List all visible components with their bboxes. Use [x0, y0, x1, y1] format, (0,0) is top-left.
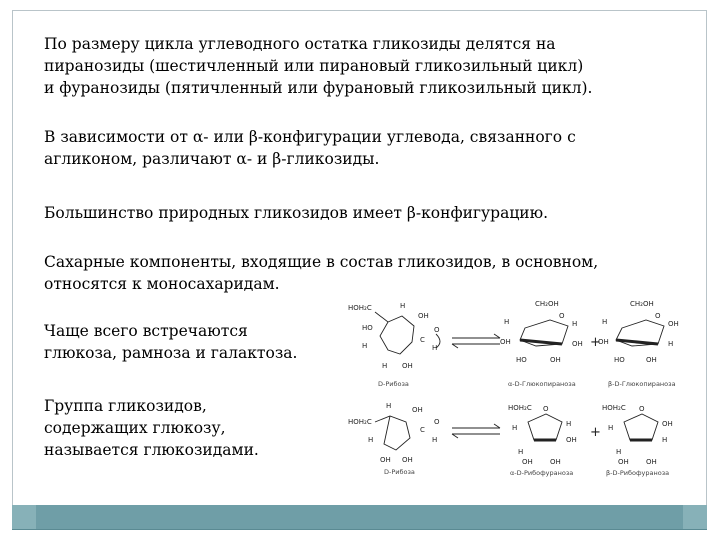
text-line: Группа гликозидов,: [44, 397, 207, 415]
beta-furanose-structure: [602, 404, 673, 477]
svg-text:D-Рибоза: D-Рибоза: [378, 380, 409, 388]
svg-text:OH: OH: [550, 356, 561, 364]
svg-text:OH: OH: [618, 458, 629, 466]
svg-text:C: C: [420, 336, 425, 344]
svg-text:OH: OH: [500, 338, 511, 346]
svg-text:OH: OH: [522, 458, 533, 466]
alpha-pyranose-structure: [500, 300, 583, 388]
svg-text:H: H: [572, 320, 578, 328]
alpha-furanose-structure: [508, 404, 577, 477]
pyranose-cyclization-figure: [340, 296, 700, 394]
text-line: содержащих глюкозу,: [44, 419, 226, 437]
svg-text:H: H: [504, 318, 510, 326]
text-line: Чаще всего встречаются: [44, 322, 248, 340]
svg-text:H: H: [662, 436, 668, 444]
text-line: и фуранозиды (пятичленный или фурановый гликозильный цикл).: [44, 79, 593, 97]
svg-text:HOH₂C: HOH₂C: [348, 418, 372, 426]
svg-text:H: H: [362, 342, 368, 350]
svg-text:OH: OH: [550, 458, 561, 466]
footer-square: [683, 505, 707, 529]
svg-text:β-D-Рибофураноза: β-D-Рибофураноза: [606, 469, 670, 477]
beta-pyranose-structure: [598, 300, 679, 388]
text-line: глюкоза, рамноза и галактоза.: [44, 344, 298, 362]
svg-text:H: H: [668, 340, 674, 348]
paragraph-common-sugars: [44, 320, 297, 364]
paragraph-natural-glycosides: [44, 202, 548, 224]
svg-text:CH₂OH: CH₂OH: [535, 300, 559, 308]
svg-text:O: O: [655, 312, 661, 320]
svg-text:H: H: [616, 448, 622, 456]
svg-text:O: O: [434, 326, 440, 334]
svg-text:H: H: [368, 436, 374, 444]
svg-text:H: H: [566, 420, 572, 428]
svg-text:HO: HO: [516, 356, 527, 364]
svg-text:OH: OH: [380, 456, 391, 464]
text-line: относятся к моносахаридам.: [44, 275, 280, 293]
footer-square: [12, 505, 36, 529]
equilibrium-arrows: [452, 334, 500, 348]
footer-bar: [12, 505, 707, 530]
svg-text:OH: OH: [662, 420, 673, 428]
svg-text:OH: OH: [402, 362, 413, 370]
svg-text:OH: OH: [418, 312, 429, 320]
paragraph-ring-size: [44, 33, 592, 99]
svg-text:H: H: [432, 436, 438, 444]
svg-text:OH: OH: [402, 456, 413, 464]
svg-text:HO: HO: [614, 356, 625, 364]
text-line: Большинство природных гликозидов имеет β-конфигурацию.: [44, 204, 549, 222]
svg-text:OH: OH: [566, 436, 577, 444]
svg-text:H: H: [608, 424, 614, 432]
svg-text:CH₂OH: CH₂OH: [630, 300, 654, 308]
svg-text:H: H: [512, 424, 518, 432]
svg-text:C: C: [420, 426, 425, 434]
text-line: По размеру цикла углеводного остатка гликозиды делятся на: [44, 35, 556, 53]
svg-text:H: H: [400, 302, 406, 310]
furanose-cyclization-figure: [340, 398, 700, 478]
svg-text:HOH₂C: HOH₂C: [508, 404, 532, 412]
svg-text:+: +: [590, 425, 601, 440]
svg-text:HO: HO: [362, 324, 373, 332]
text-line: В зависимости от α- или β-конфигурации углевода, связанного с: [44, 128, 576, 146]
svg-text:OH: OH: [668, 320, 679, 328]
paragraph-configuration: [44, 126, 576, 170]
text-line: пиранозиды (шестичленный или пирановый гликозильный цикл): [44, 57, 584, 75]
svg-text:OH: OH: [412, 406, 423, 414]
svg-text:α-D-Глюкопираноза: α-D-Глюкопираноза: [508, 380, 576, 388]
paragraph-glucosides: [44, 395, 259, 461]
svg-text:H: H: [518, 448, 524, 456]
svg-text:O: O: [559, 312, 565, 320]
svg-text:O: O: [434, 418, 440, 426]
svg-text:OH: OH: [572, 340, 583, 348]
svg-text:OH: OH: [646, 458, 657, 466]
svg-text:O: O: [543, 405, 549, 413]
svg-text:HOH₂C: HOH₂C: [602, 404, 626, 412]
svg-text:H: H: [432, 344, 438, 352]
svg-text:H: H: [602, 318, 608, 326]
svg-text:H: H: [386, 402, 392, 410]
svg-text:OH: OH: [646, 356, 657, 364]
text-line: называется глюкозидами.: [44, 441, 259, 459]
svg-text:α-D-Рибофураноза: α-D-Рибофураноза: [510, 469, 574, 477]
text-line: агликоном, различают α- и β-гликозиды.: [44, 150, 380, 168]
svg-text:OH: OH: [598, 338, 609, 346]
open-chain-structure: [348, 302, 440, 388]
svg-text:HOH₂C: HOH₂C: [348, 304, 372, 312]
svg-text:D-Рибоза: D-Рибоза: [384, 468, 415, 476]
svg-text:+: +: [590, 335, 601, 350]
paragraph-sugar-components: [44, 251, 598, 295]
equilibrium-arrows: [452, 424, 500, 438]
open-chain-structure: [348, 402, 440, 476]
svg-text:H: H: [382, 362, 388, 370]
svg-text:O: O: [639, 405, 645, 413]
text-line: Сахарные компоненты, входящие в состав гликозидов, в основном,: [44, 253, 599, 271]
svg-text:β-D-Глюкопираноза: β-D-Глюкопираноза: [608, 380, 676, 388]
